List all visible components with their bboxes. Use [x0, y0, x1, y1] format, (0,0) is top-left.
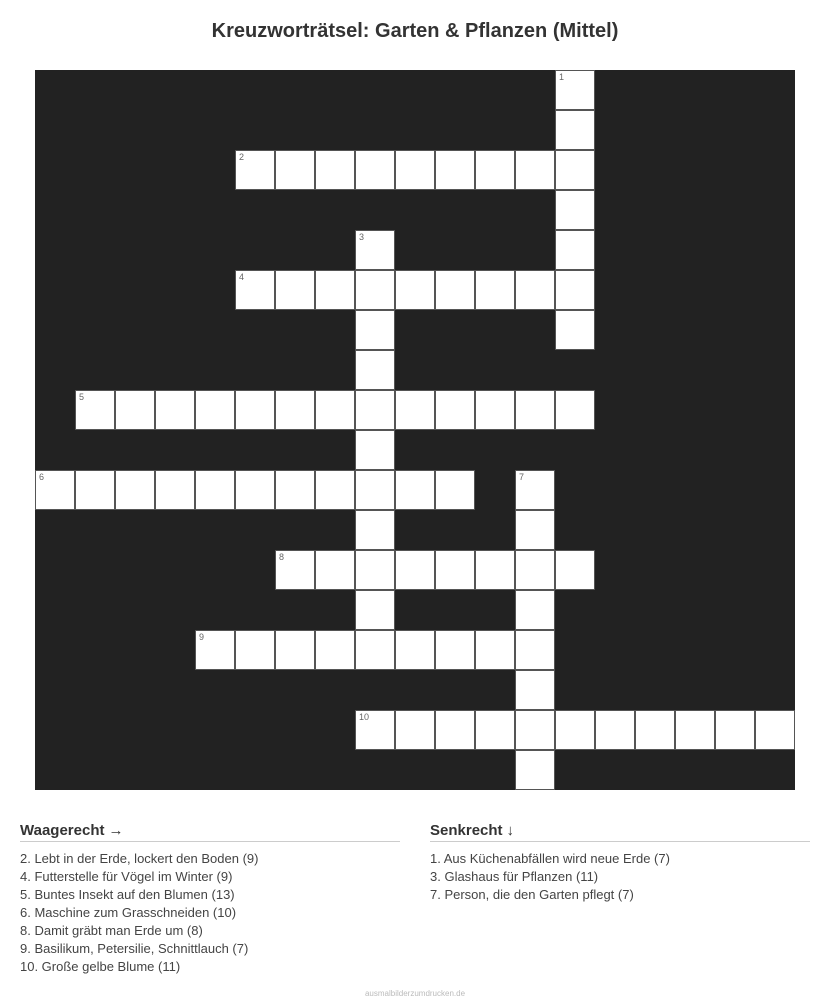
grid-cell[interactable] — [235, 150, 275, 190]
grid-cell[interactable] — [275, 150, 315, 190]
grid-cell[interactable] — [235, 390, 275, 430]
clue-number: 5 — [79, 392, 85, 402]
grid-cell[interactable] — [395, 630, 435, 670]
grid-cell[interactable] — [635, 710, 675, 750]
grid-cell[interactable] — [275, 550, 315, 590]
clue-item: 1. Aus Küchenabfällen wird neue Erde (7) — [430, 851, 670, 866]
grid-cell[interactable] — [475, 390, 515, 430]
grid-cell[interactable] — [555, 710, 595, 750]
grid-cell[interactable] — [715, 710, 755, 750]
grid-cell[interactable] — [475, 710, 515, 750]
grid-cell[interactable] — [555, 70, 595, 110]
grid-cell[interactable] — [475, 550, 515, 590]
grid-cell[interactable] — [515, 510, 555, 550]
grid-cell[interactable] — [235, 630, 275, 670]
arrow-right-icon: → — [108, 822, 124, 839]
grid-cell[interactable] — [195, 630, 235, 670]
grid-cell[interactable] — [355, 590, 395, 630]
grid-cell[interactable] — [515, 590, 555, 630]
clue-item: 5. Buntes Insekt auf den Blumen (13) — [20, 887, 235, 902]
clue-item: 10. Große gelbe Blume (11) — [20, 959, 181, 974]
clue-item: 3. Glashaus für Pflanzen (11) — [430, 869, 599, 884]
grid-cell[interactable] — [435, 270, 475, 310]
grid-cell[interactable] — [515, 150, 555, 190]
across-heading: Waagerecht → — [20, 822, 400, 842]
grid-cell[interactable] — [555, 270, 595, 310]
grid-cell[interactable] — [355, 310, 395, 350]
clue-number: 7 — [519, 472, 525, 482]
grid-cell[interactable] — [75, 390, 115, 430]
grid-cell[interactable] — [315, 150, 355, 190]
grid-cell[interactable] — [155, 390, 195, 430]
clue-item: 4. Futterstelle für Vögel im Winter (9) — [20, 869, 233, 884]
crossword-grid — [35, 70, 795, 790]
grid-cell[interactable] — [355, 510, 395, 550]
clue-item: 6. Maschine zum Grasschneiden (10) — [20, 905, 237, 920]
grid-cell[interactable] — [355, 550, 395, 590]
grid-cell[interactable] — [275, 270, 315, 310]
clue-item: 9. Basilikum, Petersilie, Schnittlauch (7) — [20, 941, 249, 956]
grid-cell[interactable] — [395, 390, 435, 430]
grid-cell[interactable] — [435, 150, 475, 190]
down-clue-list — [430, 850, 810, 904]
grid-cell[interactable] — [355, 710, 395, 750]
grid-cell[interactable] — [35, 470, 75, 510]
grid-cell[interactable] — [555, 390, 595, 430]
clue-number: 9 — [199, 632, 205, 642]
grid-cell[interactable] — [555, 310, 595, 350]
clue-item: 8. Damit gräbt man Erde um (8) — [20, 923, 203, 938]
grid-cell[interactable] — [395, 150, 435, 190]
grid-cell[interactable] — [515, 630, 555, 670]
clue-number: 2 — [239, 152, 245, 162]
grid-cell[interactable] — [395, 710, 435, 750]
clue-number: 1 — [559, 72, 565, 82]
grid-cell[interactable] — [515, 710, 555, 750]
grid-cell[interactable] — [195, 390, 235, 430]
grid-cell[interactable] — [235, 270, 275, 310]
grid-cell[interactable] — [515, 270, 555, 310]
grid-cell[interactable] — [115, 470, 155, 510]
page-title: Kreuzworträtsel: Garten & Pflanzen (Mittel) — [211, 20, 619, 42]
footer-credit: ausmalbilderzumdrucken.de — [364, 989, 466, 998]
clue-item: 2. Lebt in der Erde, lockert den Boden (9) — [20, 851, 259, 866]
grid-cell[interactable] — [355, 390, 395, 430]
grid-cell[interactable] — [515, 550, 555, 590]
grid-cell[interactable] — [315, 550, 355, 590]
grid-cell[interactable] — [595, 710, 635, 750]
grid-cell[interactable] — [355, 230, 395, 270]
clue-number: 4 — [239, 272, 245, 282]
grid-cell[interactable] — [555, 550, 595, 590]
grid-cell[interactable] — [475, 150, 515, 190]
grid-cell[interactable] — [435, 470, 475, 510]
grid-cell[interactable] — [475, 630, 515, 670]
grid-cell[interactable] — [555, 110, 595, 150]
across-clues — [20, 822, 400, 976]
down-heading: Senkrecht ↓ — [430, 822, 810, 842]
grid-cell[interactable] — [355, 630, 395, 670]
grid-cell[interactable] — [515, 470, 555, 510]
grid-cell[interactable] — [755, 710, 795, 750]
grid-cell[interactable] — [675, 710, 715, 750]
grid-cell[interactable] — [315, 390, 355, 430]
across-clue-list — [20, 850, 400, 976]
grid-cell[interactable] — [315, 270, 355, 310]
grid-cell[interactable] — [435, 390, 475, 430]
grid-cell[interactable] — [435, 710, 475, 750]
grid-cell[interactable] — [315, 630, 355, 670]
clue-number: 8 — [279, 552, 285, 562]
clue-number: 10 — [359, 712, 370, 722]
grid-cell[interactable] — [555, 190, 595, 230]
grid-cell[interactable] — [115, 390, 155, 430]
grid-cell[interactable] — [355, 270, 395, 310]
grid-cell[interactable] — [155, 470, 195, 510]
clue-item: 7. Person, die den Garten pflegt (7) — [430, 887, 634, 902]
clue-number: 6 — [39, 472, 45, 482]
grid-cell[interactable] — [355, 150, 395, 190]
grid-cell[interactable] — [515, 390, 555, 430]
clue-number: 3 — [359, 232, 365, 242]
grid-cell[interactable] — [235, 470, 275, 510]
grid-cell[interactable] — [435, 550, 475, 590]
grid-cell[interactable] — [515, 670, 555, 710]
grid-cell[interactable] — [515, 750, 555, 790]
grid-cell[interactable] — [75, 470, 115, 510]
grid-cell[interactable] — [195, 470, 235, 510]
grid-cell[interactable] — [355, 350, 395, 390]
grid-cell[interactable] — [555, 150, 595, 190]
grid-cell[interactable] — [275, 470, 315, 510]
grid-cell[interactable] — [275, 630, 315, 670]
grid-cell[interactable] — [555, 230, 595, 270]
grid-cell[interactable] — [395, 470, 435, 510]
arrow-down-icon: ↓ — [506, 822, 515, 839]
grid-cell[interactable] — [355, 430, 395, 470]
grid-cell[interactable] — [315, 470, 355, 510]
grid-cell[interactable] — [395, 270, 435, 310]
grid-cell[interactable] — [475, 270, 515, 310]
grid-cell[interactable] — [395, 550, 435, 590]
down-clues — [430, 822, 810, 904]
grid-cell[interactable] — [435, 630, 475, 670]
grid-cell[interactable] — [275, 390, 315, 430]
grid-cell[interactable] — [355, 470, 395, 510]
